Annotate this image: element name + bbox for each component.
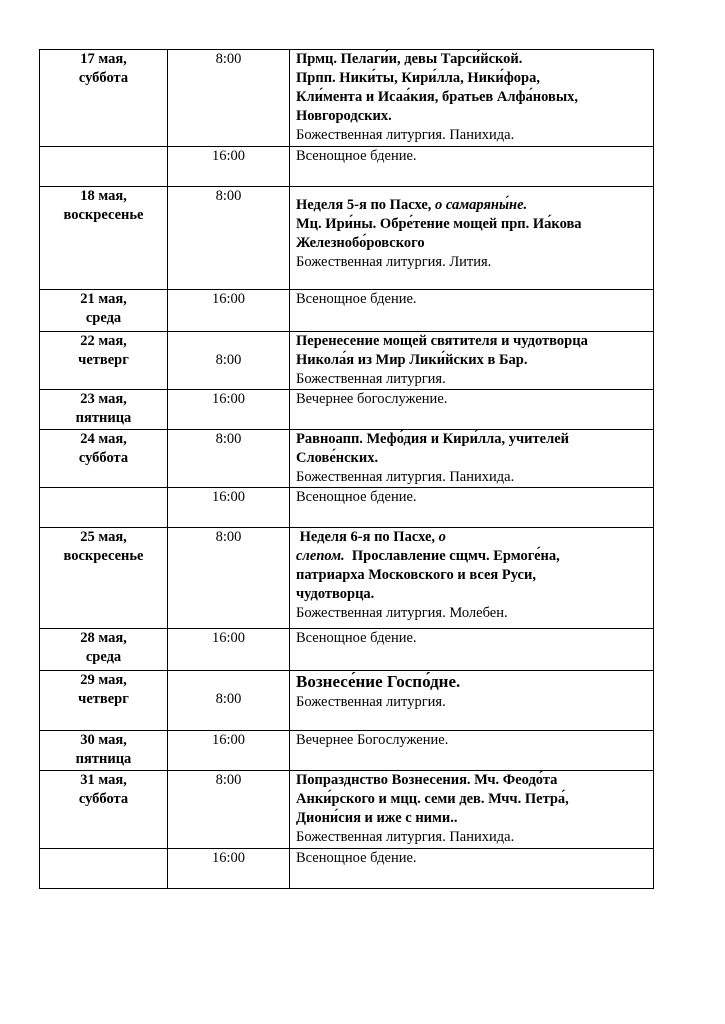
date-cell xyxy=(40,671,168,731)
date-cell xyxy=(40,332,168,390)
description-line xyxy=(296,215,649,234)
description-line xyxy=(296,390,649,409)
description-line xyxy=(296,693,649,712)
service-description-cell xyxy=(290,332,654,390)
commemoration-text: Диони́сия и иже с ними.. xyxy=(296,810,458,826)
service-time: 16:00 xyxy=(211,489,246,505)
service-description-cell xyxy=(290,731,654,771)
schedule-row xyxy=(40,488,654,528)
service-time: 8:00 xyxy=(215,352,242,368)
service-text: Вечернее богослужение. xyxy=(296,391,448,407)
description-line xyxy=(296,147,649,166)
description-line xyxy=(296,196,649,215)
schedule-row xyxy=(40,629,654,671)
commemoration-text: слепом. xyxy=(296,548,345,564)
commemoration-text: Перенесение мощей святителя и чудотворца xyxy=(296,333,588,349)
service-time: 8:00 xyxy=(215,431,242,447)
schedule-row xyxy=(40,771,654,849)
service-text: Всенощное бдение. xyxy=(296,850,417,866)
description-line xyxy=(296,351,649,370)
service-text: Всенощное бдение. xyxy=(296,291,417,307)
service-description-cell xyxy=(290,671,654,731)
description-line xyxy=(296,604,649,623)
date-cell xyxy=(40,731,168,771)
service-text: Божественная литургия. Лития. xyxy=(296,254,492,270)
service-description-cell xyxy=(290,147,654,187)
commemoration-text: о самаряны́не. xyxy=(435,197,528,213)
service-description-cell xyxy=(290,187,654,290)
description-line xyxy=(296,849,649,868)
description-line xyxy=(296,370,649,389)
description-line xyxy=(296,468,649,487)
date-text: 30 мая, xyxy=(80,732,127,748)
service-schedule-table xyxy=(39,49,654,889)
service-time: 8:00 xyxy=(215,529,242,545)
commemoration-text: патриарха Московского и всея Руси, xyxy=(296,567,536,583)
weekday-text: четверг xyxy=(78,352,129,368)
service-description-cell xyxy=(290,430,654,488)
date-text: 17 мая, xyxy=(80,51,127,67)
date-cell xyxy=(40,629,168,671)
service-time: 16:00 xyxy=(211,148,246,164)
service-description-cell xyxy=(290,390,654,430)
spacer xyxy=(296,187,649,196)
weekday-text: суббота xyxy=(78,70,129,86)
service-time: 8:00 xyxy=(215,188,242,204)
commemoration-text: Прмц. Пелаги́и, девы Тарси́йской. xyxy=(296,51,523,67)
schedule-row xyxy=(40,430,654,488)
weekday-text: пятница xyxy=(75,410,132,426)
description-line xyxy=(296,126,649,145)
description-line xyxy=(296,809,649,828)
time-cell xyxy=(168,187,290,290)
service-text: Божественная литургия. Панихида. xyxy=(296,127,515,143)
description-line xyxy=(296,430,649,449)
service-text: Божественная литургия. Молебен. xyxy=(296,605,508,621)
service-text: Божественная литургия. Панихида. xyxy=(296,469,515,485)
time-cell xyxy=(168,430,290,488)
schedule-row xyxy=(40,849,654,889)
time-cell xyxy=(168,528,290,629)
weekday-text: пятница xyxy=(75,751,132,767)
schedule-row xyxy=(40,390,654,430)
commemoration-text: Попразднство Вознесения. Мч. Феодо́та xyxy=(296,772,558,788)
date-cell xyxy=(40,430,168,488)
time-cell xyxy=(168,332,290,390)
date-text: 28 мая, xyxy=(80,630,127,646)
commemoration-text: чудотворца. xyxy=(296,586,375,602)
description-line xyxy=(296,107,649,126)
description-line xyxy=(296,629,649,648)
service-text: Всенощное бдение. xyxy=(296,630,417,646)
commemoration-text: Кли́мента и Исаа́кия, братьев Алфа́новых, xyxy=(296,89,579,105)
description-line xyxy=(296,585,649,604)
description-line xyxy=(296,449,649,468)
description-line xyxy=(296,332,649,351)
schedule-row xyxy=(40,50,654,147)
service-text: Божественная литургия. xyxy=(296,694,446,710)
service-time: 16:00 xyxy=(211,732,246,748)
description-line xyxy=(296,253,649,272)
description-line xyxy=(296,234,649,253)
date-text: 31 мая, xyxy=(80,772,127,788)
commemoration-text: Неделя 5-я по Пасхе, xyxy=(296,197,436,213)
service-time: 8:00 xyxy=(215,691,242,707)
service-description-cell xyxy=(290,290,654,332)
commemoration-text: Анки́рского и мцц. семи дев. Мчч. Петра́, xyxy=(296,791,569,807)
weekday-text: суббота xyxy=(78,450,129,466)
service-time: 16:00 xyxy=(211,391,246,407)
description-line xyxy=(296,566,649,585)
description-line xyxy=(296,528,649,547)
service-description-cell xyxy=(290,849,654,889)
date-text: 21 мая, xyxy=(80,291,127,307)
service-text: Вечернее Богослужение. xyxy=(296,732,449,748)
service-text: Всенощное бдение. xyxy=(296,489,417,505)
description-line xyxy=(296,88,649,107)
commemoration-text: Железнобо́ровского xyxy=(296,235,425,251)
date-cell xyxy=(40,290,168,332)
commemoration-text: Слове́нских. xyxy=(296,450,379,466)
time-cell xyxy=(168,488,290,528)
time-cell xyxy=(168,390,290,430)
commemoration-text: Неделя 6-я по Пасхе, xyxy=(296,529,439,545)
service-time: 16:00 xyxy=(211,630,246,646)
date-cell xyxy=(40,528,168,629)
feast-title: Вознесе́ние Госпо́дне. xyxy=(296,672,461,691)
date-cell xyxy=(40,488,168,528)
time-cell xyxy=(168,771,290,849)
commemoration-text: Прпп. Ники́ты, Кири́лла, Ники́фора, xyxy=(296,70,540,86)
description-line xyxy=(296,547,649,566)
service-text: Божественная литургия. Панихида. xyxy=(296,829,515,845)
commemoration-text: Прославление сщмч. Ермоге́на, xyxy=(344,548,560,564)
commemoration-text: Мц. Ири́ны. Обре́тение мощей прп. Иа́кова xyxy=(296,216,582,232)
description-line xyxy=(296,488,649,507)
weekday-text: среда xyxy=(85,649,122,665)
date-cell xyxy=(40,849,168,889)
service-description-cell xyxy=(290,50,654,147)
description-line xyxy=(296,790,649,809)
date-text: 22 мая, xyxy=(80,333,127,349)
weekday-text: четверг xyxy=(78,691,129,707)
time-cell xyxy=(168,290,290,332)
date-text: 23 мая, xyxy=(80,391,127,407)
service-description-cell xyxy=(290,629,654,671)
schedule-row xyxy=(40,290,654,332)
schedule-row xyxy=(40,528,654,629)
time-cell xyxy=(168,671,290,731)
service-description-cell xyxy=(290,488,654,528)
time-cell xyxy=(168,147,290,187)
commemoration-text: Никола́я из Мир Лики́йских в Бар. xyxy=(296,352,528,368)
commemoration-text: Новгородских. xyxy=(296,108,392,124)
date-cell xyxy=(40,187,168,290)
time-cell xyxy=(168,629,290,671)
service-time: 8:00 xyxy=(215,772,242,788)
service-text: Всенощное бдение. xyxy=(296,148,417,164)
date-cell xyxy=(40,390,168,430)
service-time: 16:00 xyxy=(211,291,246,307)
description-line xyxy=(296,50,649,69)
date-text: 18 мая, xyxy=(80,188,127,204)
date-text: 24 мая, xyxy=(80,431,127,447)
weekday-text: воскресенье xyxy=(63,207,144,223)
weekday-text: суббота xyxy=(78,791,129,807)
commemoration-text: о xyxy=(438,529,446,545)
time-cell xyxy=(168,849,290,889)
commemoration-text: Равноапп. Мефо́дия и Кири́лла, учителей xyxy=(296,431,569,447)
date-cell xyxy=(40,50,168,147)
date-cell xyxy=(40,147,168,187)
date-text: 25 мая, xyxy=(80,529,127,545)
schedule-body xyxy=(40,50,654,889)
description-line xyxy=(296,671,649,693)
date-text: 29 мая, xyxy=(80,672,127,688)
time-cell xyxy=(168,731,290,771)
description-line xyxy=(296,828,649,847)
schedule-row xyxy=(40,671,654,731)
schedule-row xyxy=(40,731,654,771)
service-description-cell xyxy=(290,771,654,849)
date-cell xyxy=(40,771,168,849)
schedule-row xyxy=(40,332,654,390)
weekday-text: среда xyxy=(85,310,122,326)
description-line xyxy=(296,771,649,790)
description-line xyxy=(296,290,649,309)
time-cell xyxy=(168,50,290,147)
service-time: 16:00 xyxy=(211,850,246,866)
description-line xyxy=(296,69,649,88)
schedule-row xyxy=(40,147,654,187)
description-line xyxy=(296,731,649,750)
service-time: 8:00 xyxy=(215,51,242,67)
weekday-text: воскресенье xyxy=(63,548,144,564)
service-text: Божественная литургия. xyxy=(296,371,446,387)
schedule-row xyxy=(40,187,654,290)
service-description-cell xyxy=(290,528,654,629)
